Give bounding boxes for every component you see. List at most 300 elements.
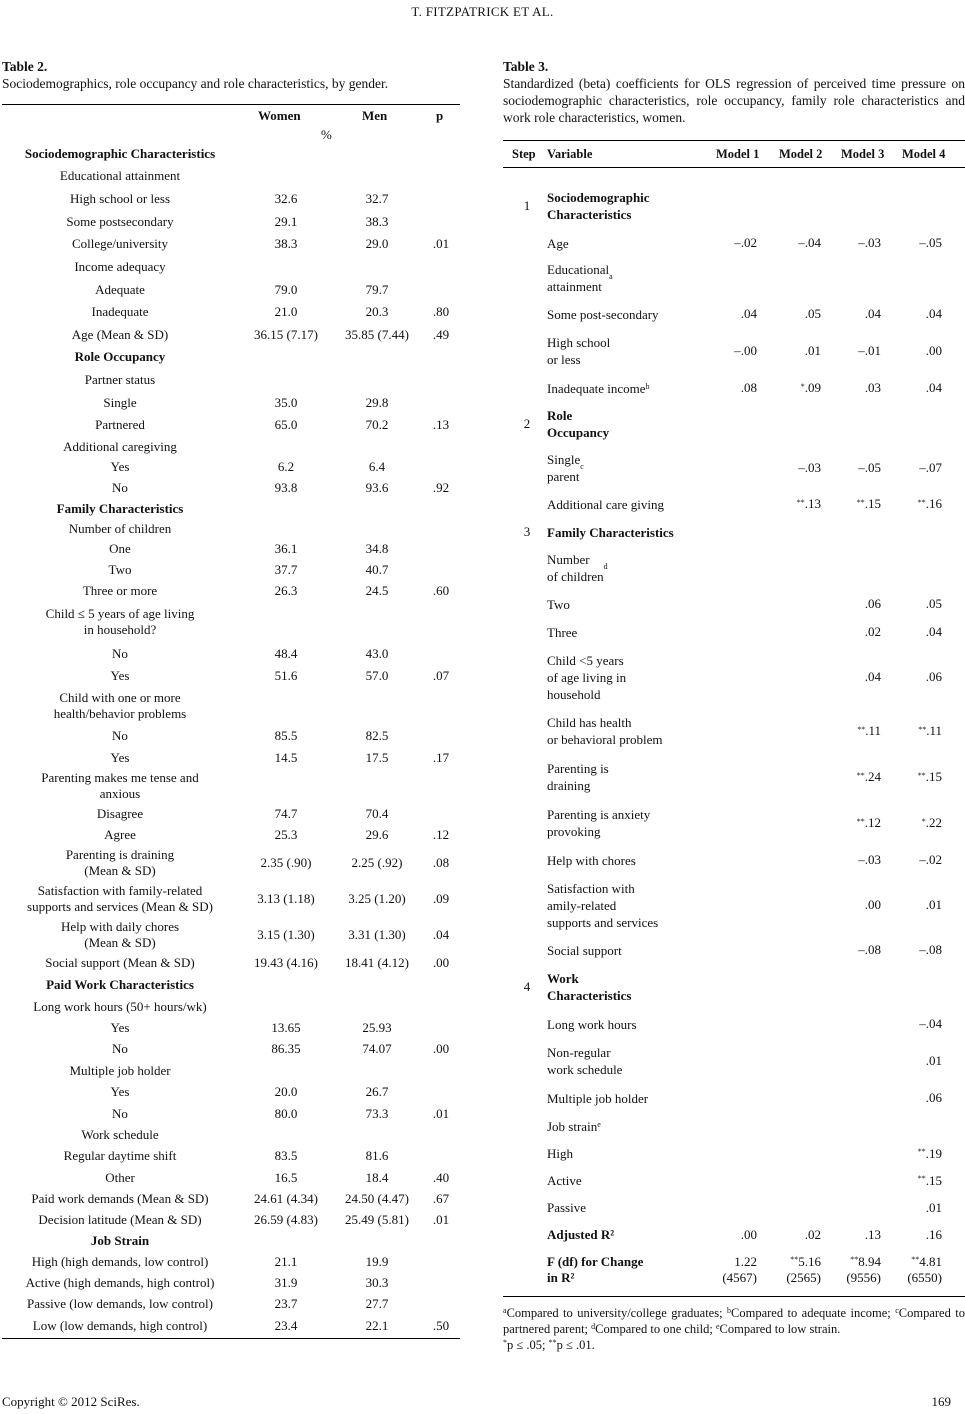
table-2 <box>2 58 460 1339</box>
women-value: 21.0 <box>274 304 298 319</box>
women-value: 3.15 (1.30) <box>257 926 315 942</box>
table-row <box>2 278 460 301</box>
men-value: 70.2 <box>365 417 389 432</box>
row-label: Two <box>108 561 132 577</box>
variable-label: Child has health or behavioral problem <box>547 715 663 747</box>
table-row <box>2 1017 460 1038</box>
variable-label: Multiple job holder <box>547 1090 649 1106</box>
model-2-value: * .09 <box>800 380 821 395</box>
row-label: Decision latitude (Mean & SD) <box>38 1211 202 1227</box>
p-value: .12 <box>432 826 450 842</box>
row-label: Regular daytime shift <box>63 1148 177 1163</box>
table-row <box>503 256 965 300</box>
p-value <box>423 165 459 187</box>
table-row <box>2 301 460 323</box>
women-value: 14.5 <box>274 749 298 765</box>
table-row <box>2 917 460 952</box>
col-p: p <box>436 108 444 123</box>
row-label: College/university <box>71 236 169 251</box>
table-3-caption: Standardized (beta) coefficients for OLS regression of perceived time pressure on sociodemographic characteristics, role occupancy, family role characteristics and work role characteristics, women. <box>503 76 965 125</box>
men-value: 38.3 <box>365 213 389 229</box>
row-label: Income adequacy <box>74 258 166 274</box>
f-change-row <box>503 1248 965 1296</box>
p-value <box>423 803 459 824</box>
row-label: Age (Mean & SD) <box>71 326 169 342</box>
table-row <box>503 754 965 800</box>
men-value <box>332 165 422 187</box>
table-row <box>503 490 965 518</box>
row-label: Partnered <box>95 417 145 432</box>
table-row <box>503 1221 965 1248</box>
p-value: .09 <box>432 891 450 906</box>
p-value <box>423 1230 459 1251</box>
p-value <box>423 974 459 996</box>
page-number: 169 <box>931 1394 951 1409</box>
row-label: Social support (Mean & SD) <box>45 955 195 970</box>
row-label: Parenting is draining (Mean & SD) <box>65 847 175 878</box>
row-label: Additional caregiving <box>63 438 177 454</box>
row-label: No <box>112 645 128 661</box>
women-value: 3.13 (1.18) <box>257 891 315 906</box>
model-4-value: –.04 <box>919 1016 942 1031</box>
women-value: 65.0 <box>274 417 298 432</box>
table-row <box>2 210 460 233</box>
table-3-body <box>503 168 965 1248</box>
table-row <box>2 1188 460 1209</box>
table-row <box>2 539 460 559</box>
table-row <box>503 846 965 874</box>
model-4-value: –.07 <box>919 460 942 475</box>
table-row <box>2 498 460 519</box>
row-label: High (high demands, low control) <box>31 1253 209 1269</box>
row-label: Sociodemographic Characteristics <box>24 146 216 161</box>
women-value <box>240 687 332 725</box>
model-3-value: –.01 <box>858 343 881 358</box>
row-label: One <box>109 541 131 556</box>
row-label: Disagree <box>96 805 144 821</box>
men-value <box>332 996 422 1017</box>
row-label: No <box>112 1041 128 1056</box>
women-value: 16.5 <box>274 1169 298 1185</box>
table-row <box>503 328 965 374</box>
row-label: No <box>112 1105 128 1121</box>
men-value: 25.93 <box>362 1019 392 1035</box>
p-value: .49 <box>432 326 450 342</box>
model-4-value: .01 <box>925 1199 942 1215</box>
model-3-value: –.03 <box>858 852 881 867</box>
men-value: 29.0 <box>365 236 389 251</box>
women-value <box>240 1124 332 1145</box>
model-3-value: –.03 <box>858 235 881 250</box>
variable-label: Social support <box>547 942 622 958</box>
col-women: Women <box>258 108 301 123</box>
women-value <box>240 368 332 391</box>
model-4-value: .06 <box>925 1090 942 1105</box>
col-model-2: Model 2 <box>779 147 823 161</box>
women-value: 31.9 <box>274 1274 298 1290</box>
table-2-header <box>2 104 460 143</box>
table-row <box>2 1314 460 1338</box>
p-value <box>423 768 459 803</box>
p-value <box>423 346 459 368</box>
women-value: 23.7 <box>274 1295 298 1311</box>
men-value: 57.0 <box>365 668 389 683</box>
men-value: 82.5 <box>365 728 389 743</box>
model-3-value: .02 <box>864 624 881 639</box>
table-row <box>2 323 460 346</box>
table-row <box>503 446 965 490</box>
table-row <box>2 233 460 255</box>
p-value <box>423 602 459 642</box>
p-value <box>423 1293 459 1314</box>
women-value: 86.35 <box>271 1041 301 1056</box>
row-label: High school or less <box>69 190 171 206</box>
table-row <box>2 255 460 278</box>
row-label: Long work hours (50+ hours/wk) <box>33 998 207 1014</box>
table-row <box>503 874 965 936</box>
table-row <box>2 602 460 642</box>
table-row <box>2 974 460 996</box>
table-row <box>2 803 460 824</box>
p-value: .50 <box>432 1318 450 1333</box>
p-value <box>423 1017 459 1038</box>
p-value: .00 <box>432 1041 450 1056</box>
step-number: 2 <box>523 416 531 431</box>
model-4-value: –.08 <box>919 942 942 957</box>
p-value: .01 <box>432 1105 450 1121</box>
model-2-value: ** .13 <box>796 496 821 511</box>
step-number: 3 <box>523 524 531 539</box>
p-value <box>423 210 459 233</box>
men-value: 81.6 <box>365 1148 389 1163</box>
row-label: Adequate <box>95 281 145 297</box>
row-label: Child with one or more health/behavior problems <box>53 690 187 721</box>
model-2-value: .02 <box>804 1226 821 1242</box>
table-row <box>2 824 460 845</box>
table-3-bottom-rule <box>503 1296 965 1297</box>
men-value: 29.8 <box>365 394 389 410</box>
table-row <box>2 1081 460 1103</box>
table-row <box>503 1194 965 1221</box>
model-4-value: * .22 <box>921 815 942 830</box>
model-4-value: .00 <box>925 343 942 358</box>
row-label: Job Strain <box>90 1232 150 1248</box>
model-2-value: .01 <box>804 343 821 358</box>
row-label: Single <box>103 394 137 410</box>
p-value <box>423 391 459 414</box>
f-model-4: **4.81 (6550) <box>907 1254 942 1285</box>
model-4-value: .16 <box>925 1226 942 1242</box>
p-value <box>423 1081 459 1103</box>
men-value <box>332 768 422 803</box>
table-row <box>503 518 965 546</box>
women-value: 25.3 <box>274 826 298 842</box>
variable-label: Parenting is draining <box>547 761 609 793</box>
table-row <box>2 1145 460 1167</box>
men-value: 32.7 <box>365 190 389 206</box>
table-row <box>2 457 460 477</box>
table-row <box>2 559 460 580</box>
table-row <box>2 368 460 391</box>
men-value: 73.3 <box>365 1105 389 1121</box>
women-value: 24.61 (4.34) <box>254 1190 318 1206</box>
row-label: Low (low demands, high control) <box>32 1318 208 1333</box>
men-value: 79.7 <box>365 281 389 297</box>
variable-label: Long work hours <box>547 1016 637 1032</box>
men-value <box>332 519 422 539</box>
p-value: .80 <box>432 304 450 319</box>
table-row <box>2 996 460 1017</box>
model-3-value: .06 <box>864 596 881 611</box>
table-row <box>2 1230 460 1251</box>
model-2-value: –.04 <box>798 235 821 250</box>
model-3-value: ** .15 <box>856 496 881 511</box>
model-3-value: .04 <box>864 306 881 321</box>
row-label: Three or more <box>82 583 158 598</box>
variable-label: Age <box>547 235 569 251</box>
model-4-value: .04 <box>925 380 942 395</box>
row-label: Partner status <box>84 371 156 387</box>
men-value: 24.5 <box>365 583 389 598</box>
row-label: Yes <box>110 1084 130 1099</box>
p-value: .13 <box>432 417 450 432</box>
variable-label: Active <box>547 1173 582 1188</box>
model-2-value: .05 <box>804 306 821 321</box>
model-4-value: .06 <box>925 669 942 684</box>
variable-label: Educational attainment $^a$ <box>547 262 613 294</box>
table-row <box>503 800 965 846</box>
women-value <box>240 498 332 519</box>
table-row <box>503 1010 965 1038</box>
table-2-body <box>2 143 460 1338</box>
women-value <box>240 143 332 165</box>
men-value <box>332 436 422 457</box>
variable-label: Parenting is anxiety provoking <box>547 807 651 839</box>
women-value <box>240 519 332 539</box>
p-value: .92 <box>432 479 450 495</box>
row-label: No <box>112 479 128 495</box>
variable-label: Passive <box>547 1200 586 1215</box>
row-label: Yes <box>110 668 130 683</box>
model-4-value: .01 <box>925 1053 942 1068</box>
row-label: Educational attainment <box>59 168 181 183</box>
variable-label: Child <5 years of age living in household <box>547 652 627 702</box>
table-2-label: Table 2. <box>2 59 48 74</box>
p-value <box>423 1251 459 1272</box>
variable-label: Adjusted R² <box>547 1227 615 1242</box>
p-value: .01 <box>432 1211 450 1227</box>
unit-row: % <box>321 127 332 142</box>
men-value: 3.31 (1.30) <box>348 926 406 942</box>
table-row <box>503 646 965 708</box>
model-1-value: .00 <box>740 1226 757 1242</box>
table-row <box>2 1124 460 1145</box>
row-label: Role Occupancy <box>74 349 166 364</box>
table-row <box>2 143 460 165</box>
women-value: 6.2 <box>277 459 295 474</box>
men-value: 40.7 <box>365 561 389 577</box>
men-value <box>332 974 422 996</box>
table-row <box>503 708 965 754</box>
men-value: 43.0 <box>365 645 389 661</box>
table-3-label: Table 3. <box>503 59 549 74</box>
table-row <box>2 1251 460 1272</box>
row-label: Other <box>105 1169 135 1185</box>
men-value <box>332 498 422 519</box>
row-label: Yes <box>110 1019 130 1035</box>
col-model-1: Model 1 <box>716 147 760 161</box>
row-label: Paid work demands (Mean & SD) <box>31 1190 209 1206</box>
table-row <box>2 519 460 539</box>
row-label: Agree <box>104 826 136 842</box>
men-value <box>332 143 422 165</box>
p-value <box>423 436 459 457</box>
table-row <box>2 952 460 974</box>
men-value: 25.49 (5.81) <box>345 1211 409 1227</box>
variable-label: High school or less <box>547 335 611 367</box>
men-value: 35.85 (7.44) <box>345 326 409 342</box>
women-value: 29.1 <box>274 213 298 229</box>
table-2-caption: Sociodemographics, role occupancy and role characteristics, by gender. <box>2 76 389 91</box>
table-row <box>2 1103 460 1124</box>
p-value: .04 <box>432 926 450 942</box>
p-value: .17 <box>432 749 450 765</box>
p-value <box>423 687 459 725</box>
men-value: 74.07 <box>362 1041 392 1056</box>
row-label: Passive (low demands, low control) <box>27 1295 213 1311</box>
model-4-value: ** .11 <box>918 723 942 738</box>
women-value: 37.7 <box>274 561 298 577</box>
variable-label: Non-regular work schedule <box>547 1045 623 1077</box>
table-row <box>503 1084 965 1112</box>
model-3-value: ** .11 <box>857 723 881 738</box>
p-value <box>423 519 459 539</box>
running-head: T. FITZPATRICK ET AL. <box>411 4 554 19</box>
variable-label: Single parent $^c$ <box>547 452 584 484</box>
variable-label: Three <box>547 624 578 640</box>
table-row <box>2 1272 460 1293</box>
table-row <box>503 964 965 1010</box>
women-value: 51.6 <box>274 668 298 683</box>
model-3-value: .00 <box>864 897 881 912</box>
col-men: Men <box>362 108 388 123</box>
women-value <box>240 255 332 278</box>
p-value <box>423 1124 459 1145</box>
table-row <box>503 230 965 256</box>
table-row <box>2 1167 460 1188</box>
men-value: 2.25 (.92) <box>351 855 403 870</box>
col-variable: Variable <box>547 147 593 161</box>
men-value <box>332 368 422 391</box>
women-value: 23.4 <box>274 1318 298 1333</box>
men-value: 20.3 <box>365 304 389 319</box>
f-model-2: **5.16 (2565) <box>786 1254 821 1285</box>
p-value: .40 <box>432 1169 450 1185</box>
women-value: 13.65 <box>271 1019 301 1035</box>
row-label: Help with daily chores (Mean & SD) <box>60 918 180 950</box>
model-4-value: .01 <box>925 897 942 912</box>
women-value: 74.7 <box>274 805 298 821</box>
men-value: 30.3 <box>365 1274 389 1290</box>
model-4-value: .04 <box>925 624 942 639</box>
p-value <box>423 457 459 477</box>
women-value: 2.35 (.90) <box>260 855 312 870</box>
variable-label: Role Occupancy <box>547 408 610 440</box>
col-model-3: Model 3 <box>841 147 885 161</box>
table-3-header <box>503 140 965 168</box>
table-row <box>2 1060 460 1081</box>
row-label: Some postsecondary <box>66 213 174 229</box>
table-row <box>503 936 965 964</box>
women-value: 93.8 <box>274 479 298 495</box>
women-value: 20.0 <box>274 1084 298 1099</box>
men-value: 19.9 <box>365 1253 389 1269</box>
women-value: 80.0 <box>274 1105 298 1121</box>
table-row <box>503 1112 965 1140</box>
model-4-value: ** .15 <box>917 769 942 784</box>
p-value <box>423 1145 459 1167</box>
table-row <box>2 1038 460 1060</box>
women-value <box>240 768 332 803</box>
row-label: Yes <box>110 459 130 474</box>
men-value: 26.7 <box>365 1084 389 1099</box>
step-number: 4 <box>523 979 531 994</box>
copyright: Copyright © 2012 SciRes. <box>2 1394 140 1409</box>
row-label: Child ≤ 5 years of age living in household? <box>45 606 195 637</box>
men-value: 70.4 <box>365 805 389 821</box>
p-value <box>423 996 459 1017</box>
table-row <box>503 402 965 446</box>
p-value <box>423 1272 459 1293</box>
women-value: 26.59 (4.83) <box>254 1211 318 1227</box>
f-change-label: F (df) for Change in R² <box>547 1254 644 1285</box>
table-row <box>503 300 965 328</box>
variable-label: Work Characteristics <box>547 971 632 1003</box>
women-value: 85.5 <box>274 728 298 743</box>
p-value <box>423 559 459 580</box>
table-row <box>2 436 460 457</box>
variable-label: Additional care giving <box>547 496 664 512</box>
women-value: 19.43 (4.16) <box>254 955 318 970</box>
variable-label: Job strain $^e$ <box>547 1118 601 1134</box>
model-1-value: .04 <box>740 306 757 321</box>
model-4-value: –.05 <box>919 235 942 250</box>
variable-label: Help with chores <box>547 852 636 868</box>
men-value: 18.4 <box>365 1169 389 1185</box>
table-row <box>503 168 965 182</box>
p-value: .00 <box>432 955 450 970</box>
men-value <box>332 255 422 278</box>
table-row <box>503 546 965 590</box>
women-value <box>240 346 332 368</box>
table-row <box>2 580 460 602</box>
model-3-value: .13 <box>864 1226 881 1242</box>
table-2-bottom-rule <box>2 1338 460 1339</box>
f-model-1: 1.22 (4567) <box>722 1254 757 1285</box>
p-value: .07 <box>432 668 450 683</box>
women-value <box>240 1230 332 1251</box>
men-value: 34.8 <box>365 541 389 556</box>
women-value: 26.3 <box>274 583 298 598</box>
women-value: 36.1 <box>274 541 298 556</box>
men-value: 93.6 <box>365 479 389 495</box>
row-label: Multiple job holder <box>69 1062 171 1078</box>
men-value: 27.7 <box>365 1295 389 1311</box>
women-value: 83.5 <box>274 1148 298 1163</box>
women-value <box>240 436 332 457</box>
women-value: 48.4 <box>274 645 298 661</box>
col-step: Step <box>512 147 536 161</box>
